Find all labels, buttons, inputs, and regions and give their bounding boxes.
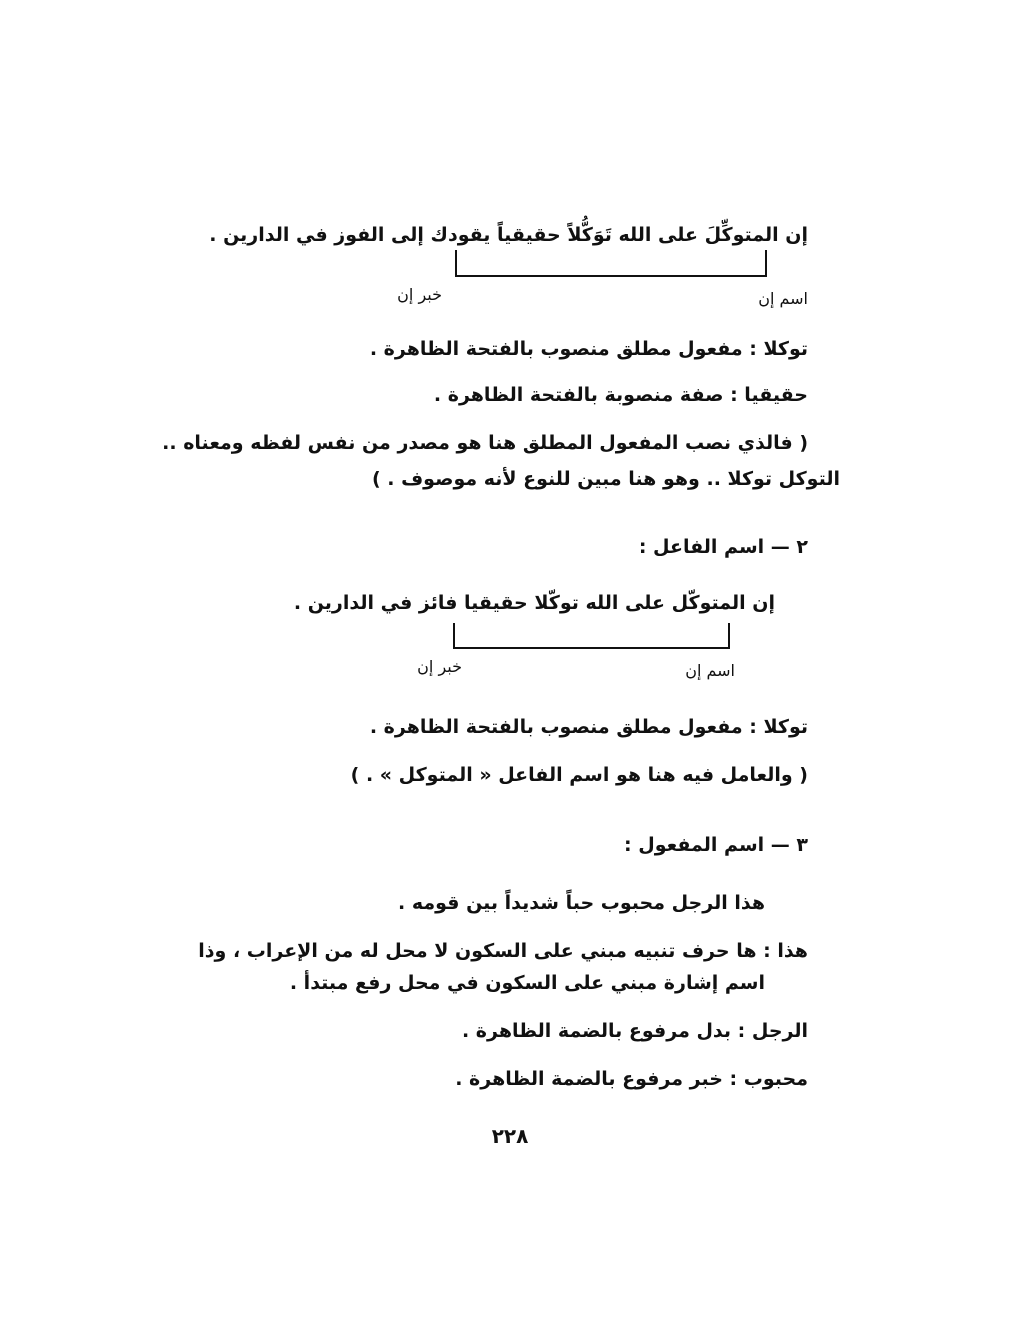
analysis-line: توكلا : مفعول مطلق منصوب بالفتحة الظاهرة . [369,716,808,738]
example-sentence-2: إن المتوكّل على الله توكّلا حقيقيا فائز في الدارين . [293,592,775,614]
note-line: ( والعامل فيه هنا هو اسم الفاعل « المتوكل » . ) [350,764,808,786]
label-khabar-inna-1: خبر إن [397,285,442,304]
analysis-line: توكلا : مفعول مطلق منصوب بالفتحة الظاهرة . [369,338,808,360]
analysis-line: محبوب : خبر مرفوع بالضمة الظاهرة . [455,1068,808,1090]
analysis-line: هذا : ها حرف تنبيه مبني على السكون لا محل له من الإعراب ، وذا [198,940,808,962]
note-line: ( فالذي نصب المفعول المطلق هنا هو مصدر من نفس لفظه ومعناه .. [162,432,808,454]
analysis-line: حقيقيا : صفة منصوبة بالفتحة الظاهرة . [433,384,808,406]
label-ism-inna-2: اسم إن [685,661,735,680]
example-sentence-3: هذا الرجل محبوب حباً شديداً بين قومه . [397,892,765,914]
analysis-line: الرجل : بدل مرفوع بالضمة الظاهرة . [461,1020,808,1042]
section-heading-2: ٢ — اسم الفاعل : [638,536,808,558]
bracket-1 [455,250,767,277]
analysis-line: اسم إشارة مبني على السكون في محل رفع مبتدأ . [289,972,765,994]
label-khabar-inna-2: خبر إن [417,657,462,676]
section-heading-3: ٣ — اسم المفعول : [624,834,808,856]
label-ism-inna-1: اسم إن [758,289,808,308]
note-line: التوكل توكلا .. وهو هنا مبين للنوع لأنه موصوف . ) [371,468,840,490]
page-number: ٢٢٨ [491,1124,529,1148]
example-sentence-1: إن المتوكِّلَ على الله تَوَكُّلاً حقيقياً يقودك إلى الفوز في الدارين . [209,224,808,246]
bracket-2 [453,623,730,649]
